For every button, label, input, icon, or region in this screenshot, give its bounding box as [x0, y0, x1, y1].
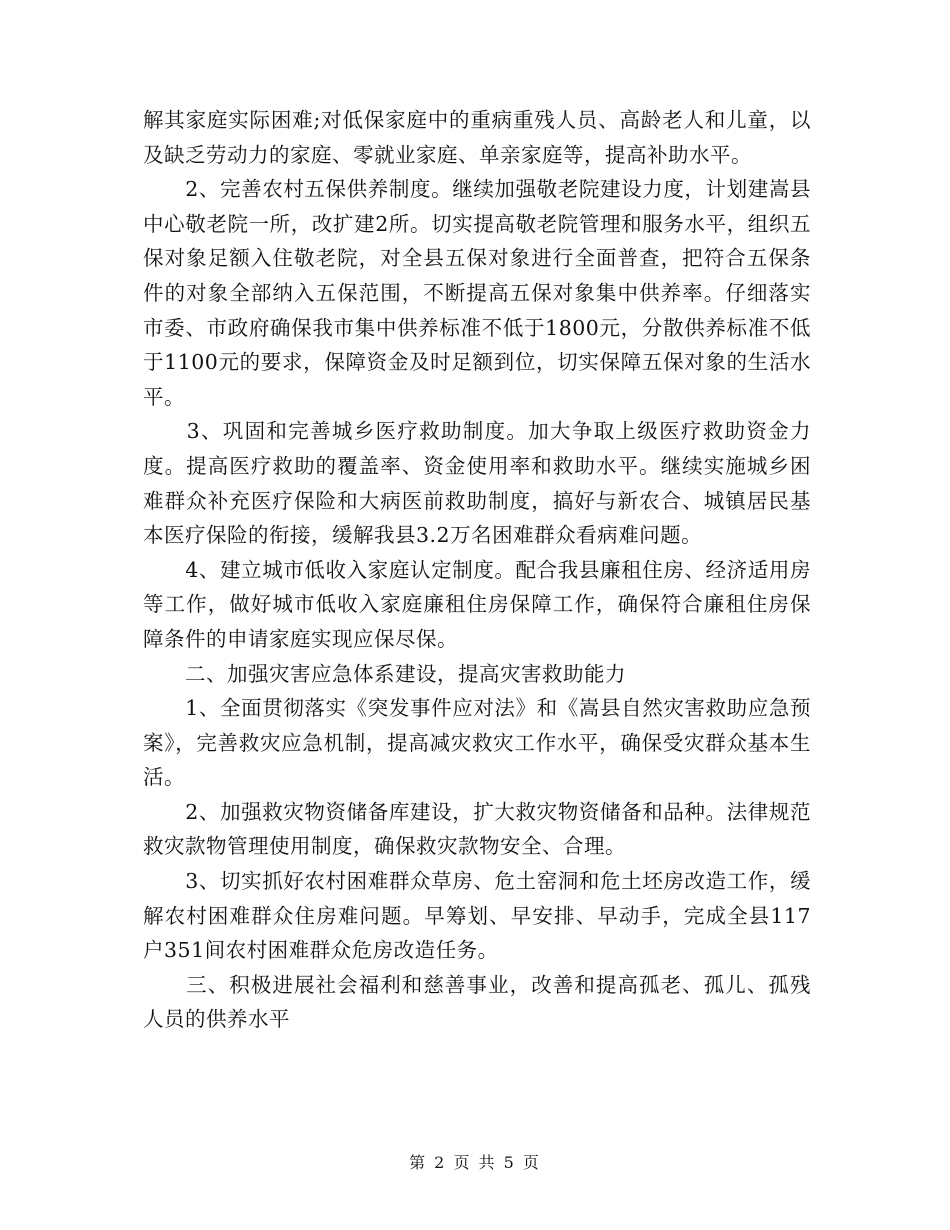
section-heading-2: 二、加强灾害应急体系建设，提高灾害救助能力: [143, 661, 626, 686]
paragraph-2: 2、完善农村五保供养制度。继续加强敬老院建设力度，计划建嵩县中心敬老院一所，改扩建2所。切实提高敬老院管理和服务水平，组织五保对象足额入住敬老院，对全县五保对象进行全面普查，把符合五保条件的对象全部纳入五保范围，不断提高五保对象集中供养率。仔细落实市委、市政府确保我市集中供养标准不低于1800元，分散供养标准不低于1100元的要求，保障资金及时足额到位，切实保障五保对象的生活水平。: [143, 177, 811, 409]
paragraph-3: 3、巩固和完善城乡医疗救助制度。加大争取上级医疗救助资金力度。提高医疗救助的覆盖率、资金使用率和救助水平。继续实施城乡困难群众补充医疗保险和大病医前救助制度，搞好与新农合、城镇居民基本医疗保险的衔接，缓解我县3.2万名困难群众看病难问题。: [143, 419, 811, 548]
paragraph-4: 4、建立城市低收入家庭认定制度。配合我县廉租住房、经济适用房等工作，做好城市低收入家庭廉租住房保障工作，确保符合廉租住房保障条件的申请家庭实现应保尽保。: [143, 557, 811, 651]
section-heading-3: 三、积极进展社会福利和慈善事业，改善和提高孤老、孤儿、孤残人员的供养水平: [143, 972, 811, 1032]
footer-middle: 页 共: [453, 1153, 497, 1172]
document-body: [143, 103, 811, 1037]
footer-prefix: 第: [409, 1153, 428, 1172]
footer-total-pages: 5: [503, 1153, 516, 1172]
paragraph-7: 3、切实抓好农村困难群众草房、危土窑洞和危土坯房改造工作，缓解农村困难群众住房难问题。早筹划、早安排、早动手，完成全县117户351间农村困难群众危房改造任务。: [143, 869, 811, 963]
paragraph-1: 解其家庭实际困难;对低保家庭中的重病重残人员、高龄老人和儿童，以及缺乏劳动力的家庭、零就业家庭、单亲家庭等，提高补助水平。: [143, 108, 811, 167]
page-footer: [0, 1150, 950, 1173]
footer-current-page: 2: [434, 1153, 447, 1172]
paragraph-5: 1、全面贯彻落实《突发事件应对法》和《嵩县自然灾害救助应急预案》，完善救灾应急机制，提高减灾救灾工作水平，确保受灾群众基本生活。: [143, 696, 811, 790]
footer-suffix: 页: [522, 1153, 541, 1172]
paragraph-6: 2、加强救灾物资储备库建设，扩大救灾物资储备和品种。法律规范救灾款物管理使用制度，确保救灾款物安全、合理。: [143, 799, 811, 859]
